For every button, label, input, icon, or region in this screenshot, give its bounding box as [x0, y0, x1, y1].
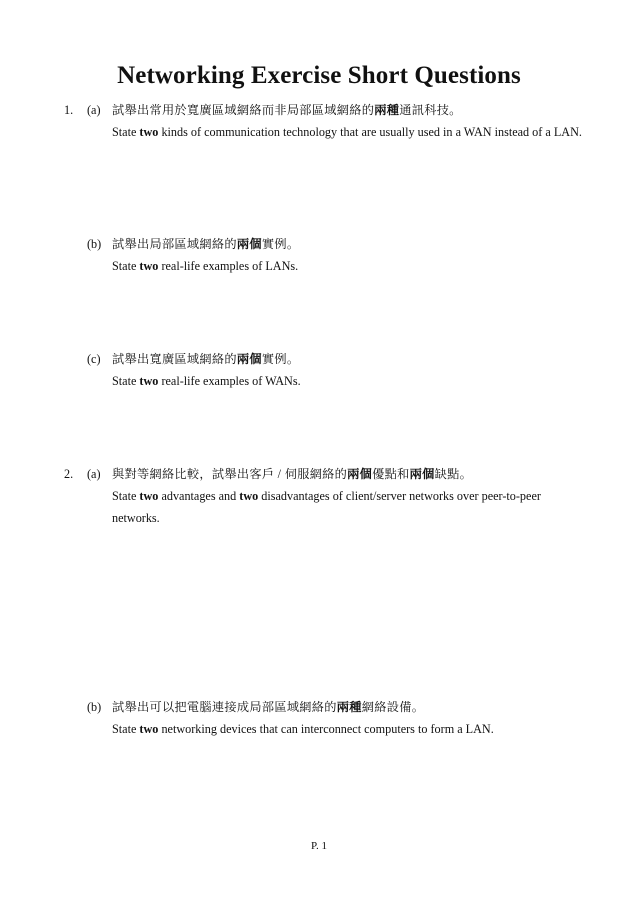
english-text: [112, 485, 590, 529]
en-rest: real-life examples of LANs.: [158, 259, 299, 273]
en-rest: kinds of communication technology that are usually used in a WAN instead of a LAN.: [158, 125, 582, 139]
en-mid: advantages and: [158, 489, 240, 503]
zh-pre: 試舉出可以把電腦連接成局部區域網絡的: [112, 700, 337, 714]
en-pre: State: [112, 259, 140, 273]
chinese-text: [112, 348, 299, 370]
en-pre: State: [112, 722, 140, 736]
zh-post: 實例。: [261, 237, 300, 251]
en-pre: State: [112, 489, 140, 503]
en-bold: two: [139, 125, 159, 139]
en-rest: disadvantages of client/server networks over peer-to-peer networks.: [112, 489, 541, 525]
chinese-text: [112, 463, 472, 485]
chinese-text: [112, 233, 299, 255]
chinese-text: [112, 99, 462, 121]
english-text: [112, 718, 590, 740]
en-bold: two: [139, 374, 159, 388]
en-bold: two: [139, 259, 159, 273]
zh-bold: 兩個: [236, 352, 262, 366]
en-bold-2: two: [239, 489, 259, 503]
zh-bold: 兩種: [374, 103, 400, 117]
english-text: [112, 370, 590, 392]
english-text: [112, 121, 590, 143]
zh-pre: 試舉出局部區域網絡的: [112, 237, 237, 251]
zh-post: 網絡設備。: [361, 700, 425, 714]
zh-pre: 試舉出寬廣區域網絡的: [112, 352, 237, 366]
part-label: (a): [87, 103, 101, 117]
chinese-text: [112, 696, 424, 718]
zh-post: 缺點。: [434, 467, 473, 481]
en-bold: two: [139, 489, 159, 503]
en-bold: two: [139, 722, 159, 736]
zh-mid: 優點和: [372, 467, 410, 481]
zh-post: 實例。: [261, 352, 300, 366]
zh-bold: 兩種: [336, 700, 362, 714]
en-pre: State: [112, 374, 140, 388]
zh-bold-2: 兩個: [409, 467, 435, 481]
english-text: [112, 255, 590, 277]
zh-bold: 兩個: [236, 237, 262, 251]
page-number: P. 1: [311, 840, 327, 852]
question-number: 1.: [64, 103, 74, 117]
en-rest: networking devices that can interconnect computers to form a LAN.: [158, 722, 494, 736]
en-pre: State: [112, 125, 140, 139]
zh-post: 通訊科技。: [399, 103, 462, 117]
zh-bold: 兩個: [347, 467, 373, 481]
part-label: (a): [87, 467, 101, 481]
question-number: 2.: [64, 467, 74, 481]
en-rest: real-life examples of WANs.: [158, 374, 301, 388]
zh-pre: 試舉出常用於寬廣區域網絡而非局部區域網絡的: [112, 103, 375, 117]
zh-pre: 與對等網絡比較，試舉出客戶 / 伺服網絡的: [112, 467, 348, 481]
part-label: (b): [87, 237, 102, 251]
part-label: (b): [87, 700, 102, 714]
page-title: Networking Exercise Short Questions: [117, 62, 521, 89]
part-label: (c): [87, 352, 101, 366]
